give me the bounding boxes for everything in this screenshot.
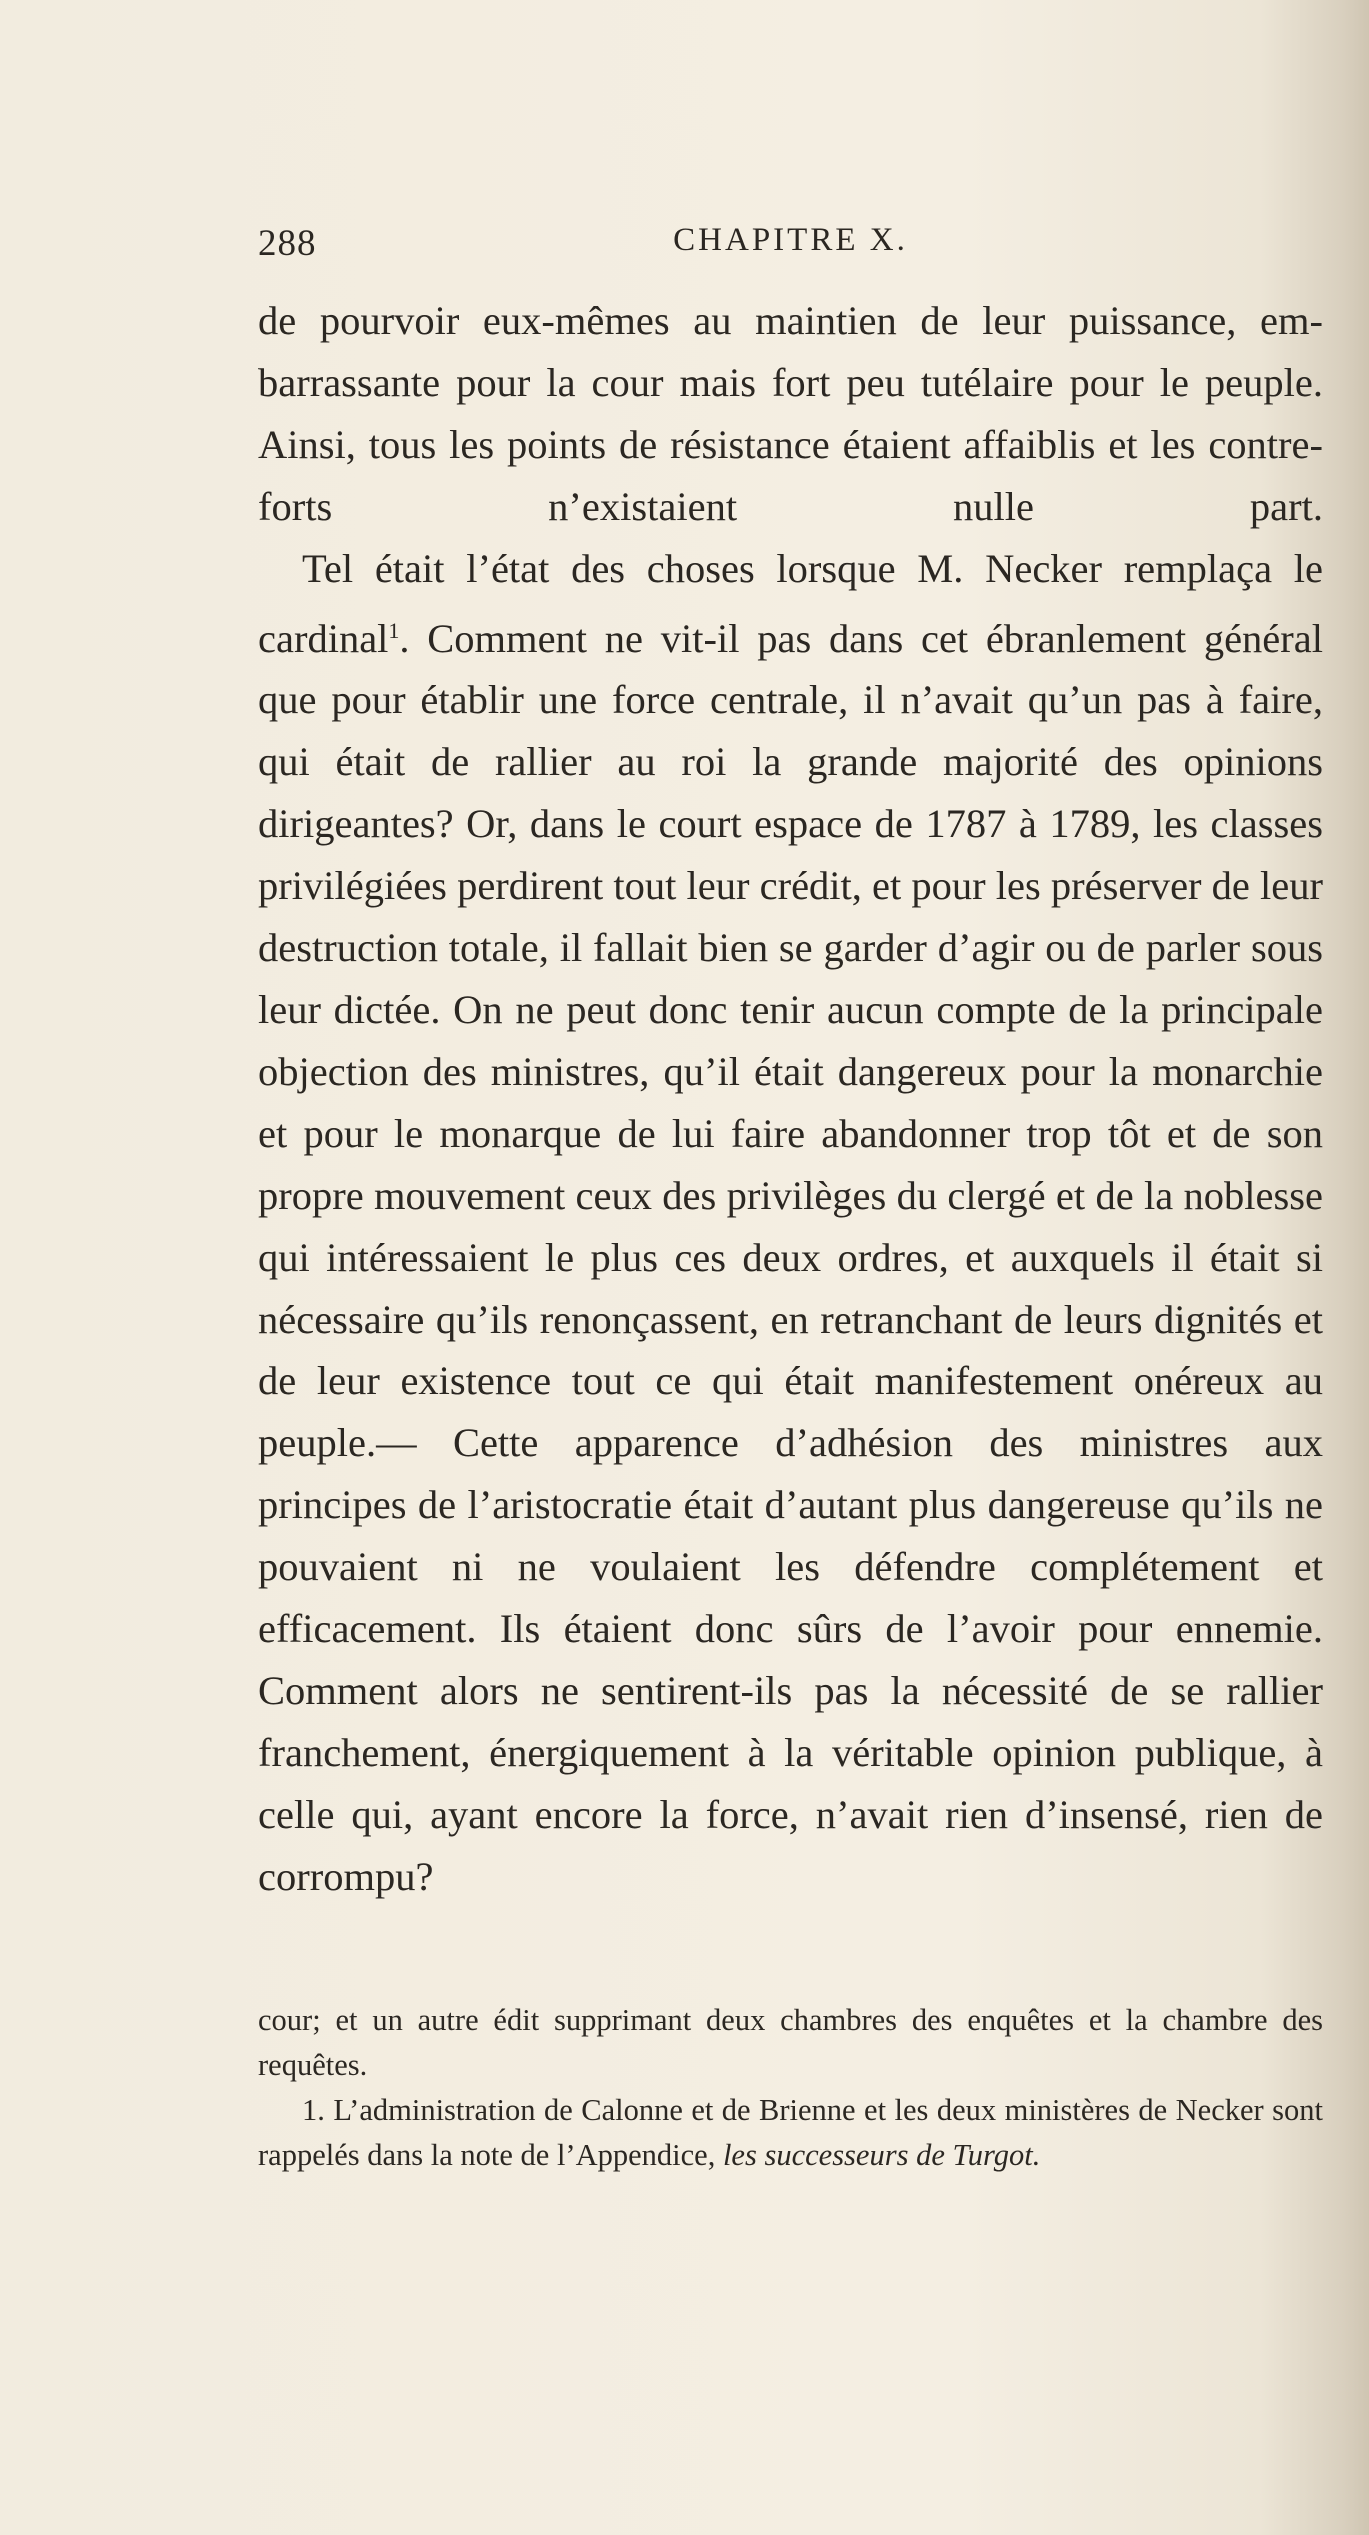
footnote-1-italic: les successeurs de Turgot. (722, 2138, 1041, 2172)
footnotes (258, 1998, 1323, 2178)
page-number: 288 (258, 223, 317, 264)
paragraph-1: de pourvoir eux-mêmes au maintien de leur puissance, embarrassante pour la cour mais fort peu tutélaire pour le peuple. Ainsi, tous les points de résistance étaient affaiblis et les contre-forts n’existaient nulle part. (258, 298, 1323, 529)
body-text (258, 290, 1323, 1908)
footnote-1 (258, 2088, 1323, 2178)
chapter-title: CHAPITRE X. (673, 222, 908, 258)
paragraph-2-rest: . Comment ne vit-il pas dans cet ébranlement général que pour établir une force centrale, il n’avait qu’un pas à faire, qui était de rallier au roi la grande majorité des opinions dirigeantes? Or, dans le court espace de 1787 à 1789, les classes privilégiées perdirent tout leur crédit, et pour les préserver de leur destruction totale, il fallait bien se garder d’agir ou de parler sous leur dictée. On ne peut donc tenir aucun compte de la principale objection des ministres, qu’il était dangereux pour la monarchie et pour le monarque de lui faire abandonner trop tôt et de son propre mouvement ceux des privilèges du clergé et de la noblesse qui intéressaient le plus ces deux ordres, et auxquels il était si nécessaire qu’ils renonçassent, en retranchant de leurs dignités et de leur existence tout ce qui était manifestement onéreux au peuple.— Cette apparence d’adhésion des ministres aux principes de l’aristocratie était d’autant plus dangereuse qu’ils ne pouvaient ni ne voulaient les défendre complétement et efficacement. Ils étaient donc sûrs de l’avoir pour ennemie. Comment alors ne sentirent-ils pas la nécessité de se rallier franchement, énergiquement à la véritable opinion publique, à celle qui, ayant encore la force, n’avait rien d’insensé, rien de corrompu? (258, 615, 1323, 1899)
footnote-1-marker: 1. (302, 2093, 325, 2127)
paragraph-2-start: Tel était l’état des choses lorsque M. Necker remplaça le cardinal (258, 545, 1323, 661)
footnote-continuation: cour; et un autre édit supprimant deux chambres des enquêtes et la chambre des requêtes. (258, 2003, 1323, 2082)
running-head (258, 222, 1323, 272)
footnote-1-text: L’administration de Calonne et de Brienne et les deux ministères de Necker sont rappelés dans la note de l’Appendice, (258, 2093, 1324, 2172)
footnote-reference-1: 1 (388, 617, 400, 643)
paragraph-2 (258, 538, 1323, 1908)
